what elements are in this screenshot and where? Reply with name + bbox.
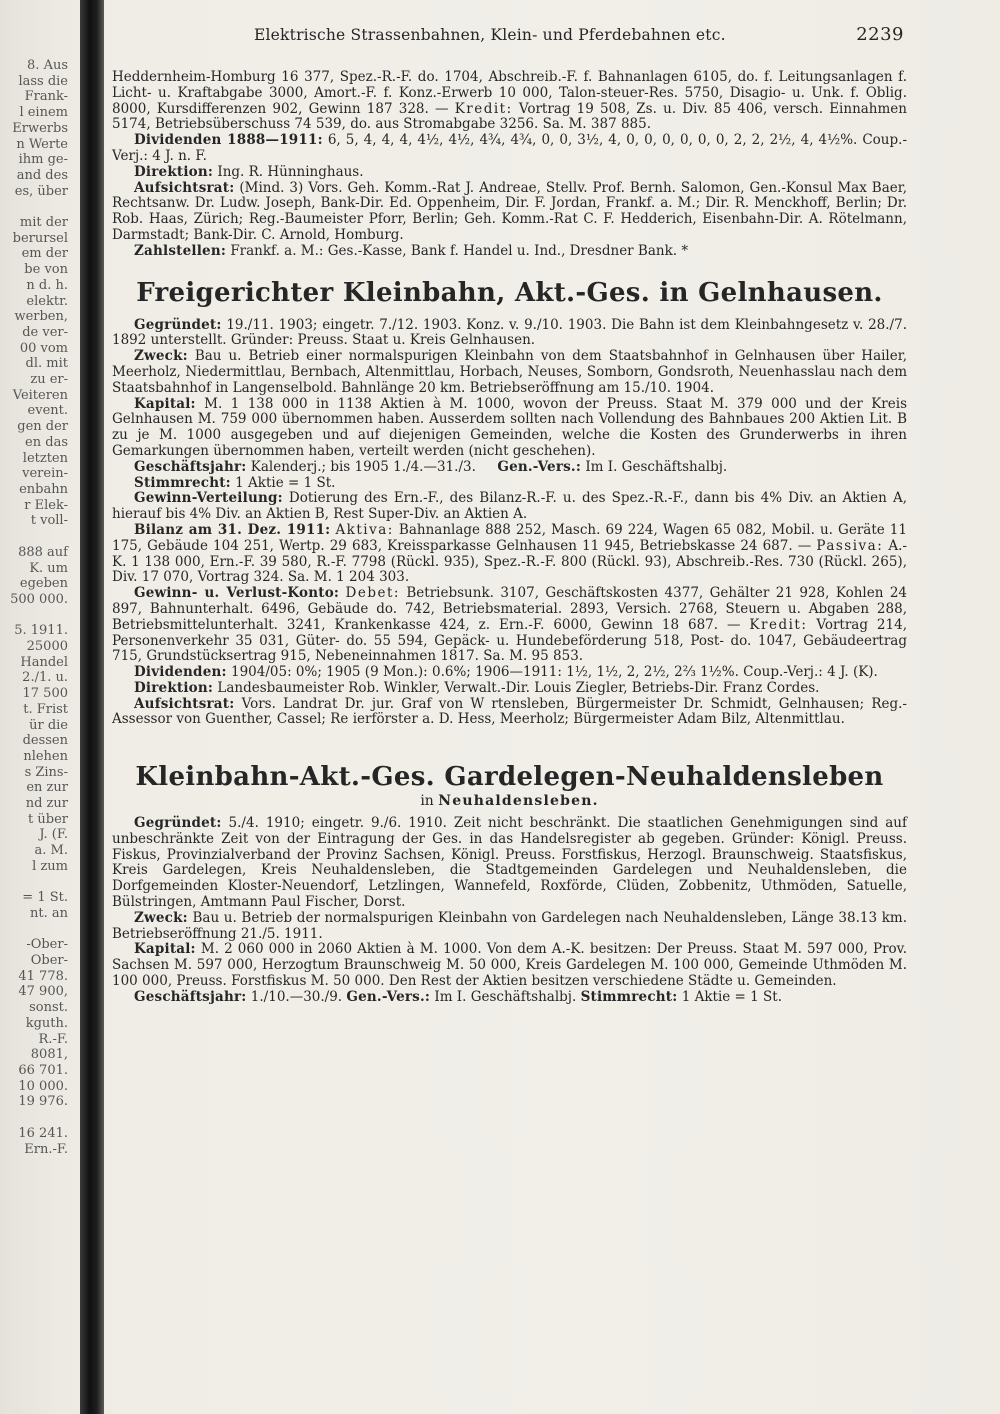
bleed-line: sonst. bbox=[29, 1000, 68, 1016]
bleed-line: Handel bbox=[20, 654, 68, 670]
bleed-line: es, über bbox=[14, 183, 68, 199]
company-heading-freigerichter: Freigerichter Kleinbahn, Akt.-Ges. in Gelnhausen. bbox=[136, 277, 883, 308]
bleed-line bbox=[0, 608, 74, 624]
page-number: 2239 bbox=[856, 24, 904, 45]
bleed-line: s Zins- bbox=[24, 764, 68, 780]
bleed-line: 500 000. bbox=[10, 591, 68, 607]
bleed-line: n d. h. bbox=[26, 277, 68, 293]
bleed-line bbox=[0, 199, 74, 215]
bleed-line: -Ober- bbox=[26, 937, 68, 953]
entry1-stimmrecht: Stimmrecht: 1 Aktie = 1 St. bbox=[134, 474, 336, 491]
entry2-geschaeftsjahr: Geschäftsjahr: 1./10.—30./9. Gen.-Vers.: Im I. Geschäftshalbj. Stimmrecht: 1 Aktie = 1 St. bbox=[134, 988, 782, 1005]
entry1-gewinnverteilung: Gewinn-Verteilung: Dotierung des Ern.-F., des Bilanz-R.-F. u. des Spez.-R.-F., dann bis 4% Div. an Aktien A, hierauf bis 4% Div. an Aktien B, Rest Super-Div. an Aktien A. bbox=[112, 490, 907, 523]
bleed-line: zu er- bbox=[30, 372, 68, 388]
bleed-line: nlehen bbox=[23, 748, 68, 764]
bleed-line: elektr. bbox=[26, 293, 68, 309]
bleed-line: kguth. bbox=[25, 1015, 68, 1031]
bleed-line: 66 701. bbox=[18, 1063, 68, 1078]
book-spine bbox=[80, 0, 104, 1414]
bleed-line: ür die bbox=[29, 717, 68, 733]
bleed-line: verein- bbox=[22, 466, 68, 482]
bleed-line: n Werte bbox=[16, 136, 68, 152]
entry2-gegruendet: Gegründet: 5./4. 1910; eingetr. 9./6. 1910. Zeit nicht beschränkt. Die staatlichen Genehmigungen sind auf unbeschränkte Zeit von der Eintragung der Ges. in das Handelsregister ab gegeben. Gründer: Königl. Preuss. Fiskus, Provinzialverband der Provinz Sachsen, Königl. Preuss. Forstfiskus, Herzogl. Braunschweig. Staatsfiskus, Kreis Gardelegen, Kreis Neuhaldensleben, die Stadtgemeinden Gardelegen und Neuhaldensleben, die Dorfgemeinden Kloster-Neuendorf, Letzlingen, Wannefeld, Roxförde, Clüden, Zobbenitz, Uthmöden, Satuelle, Bülstringen, Amtmann Paul Fischer, Dorst. bbox=[112, 815, 907, 911]
prev-entry-continuation: Heddernheim-Homburg 16 377, Spez.-R.-F. do. 1704, Abschreib.-F. f. Bahnanlagen 6105, do. f. Leitungsanlagen f. Licht- u. Kraftabgabe 3000, Amort.-F. f. Konz.-Erwerb 10 000, Talon-steuer-Res. 5750, Disagio- u. Unk. f. Oblig. 8000, Kursdifferenzen 902, Gewinn 187 328. — Kredit: Vortrag 19 508, Zs. u. Div. 85 406, versch. Einnahmen 5174, Betriebsüberschuss 74 539, do. aus Stromabgabe 3256. Sa. M. 387 885. bbox=[112, 69, 907, 133]
bleed-line: 888 auf bbox=[18, 544, 68, 560]
kredit-label: Kredit: bbox=[454, 100, 513, 117]
bleed-line: 47 900, bbox=[18, 984, 68, 1000]
bleed-line: ihm ge- bbox=[18, 152, 68, 168]
entry1-zweck: Zweck: Bau u. Betrieb einer normalspurigen Kleinbahn von dem Staatsbahnhof in Gelnhausen über Hailer, Meerholz, Niedermittlau, Bernbach, Altenmittlau, Horbach, Neuses, Somborn, Gondsroth, Neuenhasslau nach dem Staatsbahnhof in Langenselbold. Bahnlänge 20 km. Betriebseröffnung am 15./10. 1904. bbox=[112, 348, 908, 396]
entry1-direktion: Direktion: Landesbaumeister Rob. Winkler, Verwalt.-Dir. Louis Ziegler, Betriebs-Dir. Franz Cordes. bbox=[134, 679, 820, 696]
bleed-line: 17 500 bbox=[22, 686, 68, 702]
bleed-line: berursel bbox=[12, 230, 68, 246]
entry1-geschaeftsjahr: Geschäftsjahr: Kalenderj.; bis 1905 1./4.—31./3. Gen.-Vers.: Im I. Geschäftshalbj. bbox=[134, 458, 728, 475]
bleed-line bbox=[0, 529, 74, 545]
bleed-line: en zur bbox=[26, 780, 68, 796]
bleed-line: 10 000. bbox=[18, 1078, 68, 1094]
bleed-line: and des bbox=[16, 167, 68, 183]
bleed-line: en das bbox=[25, 434, 68, 450]
entry1-gegruendet: Gegründet: 19./11. 1903; eingetr. 7./12. 1903. Konz. v. 9./10. 1903. Die Bahn ist dem Kleinbahngesetz v. 28./7. 1892 unterstellt. Gründer: Preuss. Staat u. Kreis Gelnhausen. bbox=[112, 316, 907, 349]
prev-aufsichtsrat: Aufsichtsrat: (Mind. 3) Vors. Geh. Komm.-Rat J. Andreae, Stellv. Prof. Bernh. Salomon, Gen.-Konsul Max Baer, Rechtsanw. Dr. Ludw. Joseph, Bank-Dir. Ed. Oppenheim, Dir. F. Jordan, Frankf. a. M.; Dir. R. Menckhoff, Berlin; Dr. Rob. Haas, Zürich; Reg.-Baumeister Pforr, Berlin; Geh. Komm.-Rat C. F. Hedderich, Eisenbahn-Dir. A. Rötelmann, Darmstadt; Bank-Dir. C. Arnold, Homburg. bbox=[112, 179, 908, 243]
bleed-line: R.-F. bbox=[38, 1031, 68, 1047]
entry1-kapital: Kapital: M. 1 138 000 in 1138 Aktien à M. 1000, wovon der Preuss. Staat M. 379 000 und der Kreis Gelnhausen M. 759 000 übernommen haben. Ausserdem sollten nach Vollendung des Bahnbaues 200 Aktien Lit. B zu je M. 1000 ausgegeben und auf diejenigen Gemeinden, welche die Kosten des Grunderwerbs in ihren Gemarkungen übernommen haben, verteilt werden (nicht geschehen). bbox=[112, 395, 907, 459]
bleed-line: letzten bbox=[22, 450, 68, 466]
bleed-line: 25000 bbox=[26, 639, 68, 655]
bleed-line: 19 976. bbox=[18, 1094, 68, 1110]
bleed-line: K. um bbox=[29, 560, 68, 576]
bleed-line bbox=[0, 922, 74, 938]
entry2-kapital: Kapital: M. 2 060 000 in 2060 Aktien à M. 1000. Von dem A.-K. besitzen: Der Preuss. Staat M. 597 000, Prov. Sachsen M. 597 000, Herzogtum Braunschweig M. 50 000, Kreis Gardelegen M. 100 000, Gemeinde Uthmöden M. 100 000, Preuss. Forstfiskus M. 50 000. Den Rest der Aktien besitzen verschiedene Städte u. Gemeinden. bbox=[112, 941, 907, 990]
bleed-line: a. M. bbox=[34, 843, 68, 859]
entry1-dividenden: Dividenden: 1904/05: 0%; 1905 (9 Mon.): 0.6%; 1906—1911: 1½, 1½, 2, 2½, 2⅔ 1½%. Coup.-Verj.: 4 J. (K). bbox=[134, 664, 878, 681]
prev-dividenden: Dividenden 1888—1911: 6, 5, 4, 4, 4, 4½, 4½, 4¾, 4¾, 0, 0, 3½, 4, 0, 0, 0, 0, 0, 0, 2, 2, 2½, 4, 4½%. Coup.-Verj.: 4 J. n. F. bbox=[112, 132, 907, 164]
bleed-line: werben, bbox=[14, 309, 68, 325]
bleed-line: lass die bbox=[18, 73, 68, 89]
bleed-line: J. (F. bbox=[39, 827, 68, 843]
bleed-line: Ober- bbox=[30, 953, 68, 969]
prev-direktion: Direktion: Ing. R. Hünninghaus. bbox=[134, 163, 364, 180]
company-subheading: in Neuhaldensleben. bbox=[420, 793, 599, 810]
entry2-zweck: Zweck: Bau u. Betrieb der normalspurigen Kleinbahn von Gardelegen nach Neuhaldensleben, Länge 38.13 km. Betriebseröffnung 21./5. 1911. bbox=[112, 909, 907, 942]
bleed-line: nt. an bbox=[30, 905, 68, 921]
entry1-aufsichtsrat: Aufsichtsrat: Vors. Landrat Dr. jur. Graf von W rtensleben, Bürgermeister Dr. Schmidt, Gelnhausen; Reg.-Assessor von Guenther, Cassel; Re ierförster a. D. Hess, Meerholz; Bürgermeister Adam Bilz, Altenmittlau. bbox=[112, 695, 907, 728]
bleed-line: 16 241. bbox=[18, 1125, 68, 1141]
bleed-line: 41 778. bbox=[18, 968, 68, 984]
left-page-bleed bbox=[0, 58, 74, 1388]
bleed-line: t. Frist bbox=[23, 701, 68, 717]
bleed-line bbox=[0, 1110, 74, 1126]
entry1-guv: Gewinn- u. Verlust-Konto: Debet: Betriebsunk. 3107, Geschäftskosten 4377, Gehälter 21 928, Kohlen 24 897, Bahnunterhalt. 6496, Gebäude do. 742, Betriebsmaterial. 2893, Versich. 2768, Steuern u. Abgaben 288, Betriebsmittelunterhalt. 3241, Krankenkasse 424, z. Ern.-F. 6000, Gewinn 18 687. — Kredit: Vortrag 214, Personenverkehr 35 031, Güter- do. 55 594, Gepäck- u. Hundebeförderung 518, Post- do. 1047, Gebäudeertrag 715, Grundstücksertrag 915, Nebeneinnahmen 1817. Sa. M. 95 853. bbox=[112, 585, 907, 665]
bleed-line: em der bbox=[21, 246, 68, 262]
bleed-line: 8. Aus bbox=[27, 58, 68, 73]
bleed-line: 5. 1911. bbox=[14, 623, 68, 639]
bleed-line: nd zur bbox=[25, 796, 68, 812]
running-title: Elektrische Strassenbahnen, Klein- und Pferdebahnen etc. bbox=[254, 26, 726, 44]
bleed-line: l zum bbox=[32, 858, 68, 874]
bleed-line: event. bbox=[27, 403, 68, 419]
bleed-line: de ver- bbox=[22, 324, 68, 340]
bleed-line: Erwerbs bbox=[12, 120, 68, 136]
bleed-line: 2./1. u. bbox=[22, 670, 68, 686]
bleed-line bbox=[0, 875, 74, 891]
bleed-line: 8081, bbox=[30, 1047, 68, 1063]
page-header bbox=[254, 24, 904, 45]
bleed-line: Frank- bbox=[24, 89, 68, 105]
bleed-line: egeben bbox=[19, 576, 68, 592]
bleed-line: gen der bbox=[17, 419, 68, 435]
bleed-line: Ern.-F. bbox=[24, 1141, 68, 1157]
company-heading-gardelegen: Kleinbahn-Akt.-Ges. Gardelegen-Neuhaldensleben bbox=[135, 762, 884, 793]
bleed-line: 00 vom bbox=[19, 340, 68, 356]
bleed-line: mit der bbox=[19, 215, 68, 231]
bleed-line: be von bbox=[24, 262, 68, 278]
bleed-line: t voll- bbox=[30, 513, 68, 529]
entry1-bilanz: Bilanz am 31. Dez. 1911: Aktiva: Bahnanlage 888 252, Masch. 69 224, Wagen 65 082, Mobil. u. Geräte 11 175, Gebäude 104 251, Wertp. 29 683, Kreissparkasse Gelnhausen 11 945, Betriebskasse 24 687. — Passiva: A.-K. 1 138 000, Ern.-F. 39 580, R.-F. 7798 (Rückl. 935), Spez.-R.-F. 800 (Rückl. 93), Abschreib.-Res. 730 (Rückl. 265), Div. 17 070, Vortrag 324. Sa. M. 1 204 303. bbox=[112, 521, 907, 586]
prev-zahlstellen: Zahlstellen: Frankf. a. M.: Ges.-Kasse, Bank f. Handel u. Ind., Dresdner Bank. * bbox=[134, 242, 689, 259]
bleed-line: = 1 St. bbox=[22, 890, 68, 906]
bleed-line: l einem bbox=[19, 105, 68, 121]
page-body bbox=[112, 70, 907, 1400]
bleed-line: r Elek- bbox=[24, 497, 68, 513]
bleed-line: dessen bbox=[22, 733, 68, 749]
bleed-line: enbahn bbox=[19, 481, 68, 497]
bleed-line: dl. mit bbox=[25, 356, 68, 372]
bleed-line: Veiteren bbox=[12, 387, 68, 403]
bleed-line: t über bbox=[28, 811, 68, 827]
